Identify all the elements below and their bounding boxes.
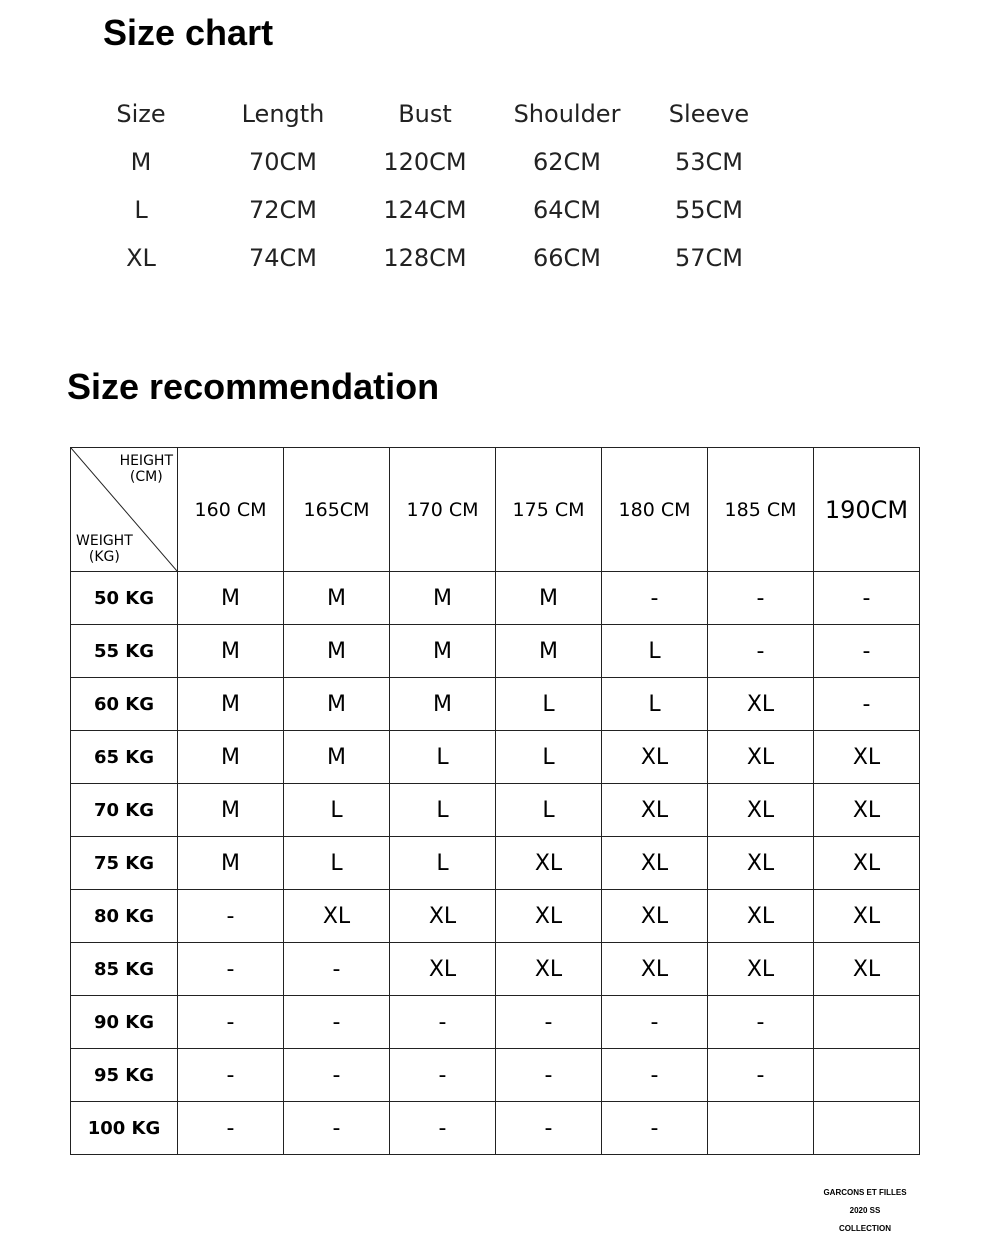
weight-header: 95 KG xyxy=(71,1049,178,1102)
recommended-size-cell xyxy=(814,1049,920,1102)
recommended-size-cell: - xyxy=(284,1102,390,1155)
recommended-size-cell: XL xyxy=(602,890,708,943)
recommended-size-cell: XL xyxy=(814,890,920,943)
height-header: 170 CM xyxy=(390,448,496,572)
weight-header: 55 KG xyxy=(71,625,178,678)
size-chart-row xyxy=(70,234,780,282)
weight-row xyxy=(71,1049,920,1102)
recommended-size-cell: L xyxy=(390,731,496,784)
size-chart-cell: M xyxy=(130,148,152,176)
weight-header: 85 KG xyxy=(71,943,178,996)
recommended-size-cell xyxy=(814,1102,920,1155)
height-axis-label xyxy=(120,453,173,485)
weight-label: WEIGHT xyxy=(76,533,133,549)
column-header-size: Size xyxy=(116,100,166,128)
size-chart-cell: 128CM xyxy=(383,244,467,272)
recommended-size-cell: - xyxy=(496,1049,602,1102)
recommended-size-cell: M xyxy=(390,625,496,678)
recommended-size-cell: L xyxy=(496,678,602,731)
recommended-size-cell: - xyxy=(178,890,284,943)
weight-row xyxy=(71,731,920,784)
weight-row xyxy=(71,784,920,837)
height-header: 165CM xyxy=(284,448,390,572)
size-chart-cell: 66CM xyxy=(532,244,601,272)
recommended-size-cell: XL xyxy=(708,784,814,837)
recommended-size-cell: XL xyxy=(708,731,814,784)
size-chart-cell: 64CM xyxy=(532,196,601,224)
size-chart-title: Size chart xyxy=(103,12,274,53)
recommended-size-cell: M xyxy=(284,678,390,731)
weight-header: 100 KG xyxy=(71,1102,178,1155)
recommended-size-cell xyxy=(814,996,920,1049)
recommended-size-cell: L xyxy=(496,784,602,837)
height-header: 180 CM xyxy=(602,448,708,572)
recommended-size-cell: XL xyxy=(814,943,920,996)
size-chart-cell: 74CM xyxy=(248,244,317,272)
recommended-size-cell: - xyxy=(708,996,814,1049)
recommended-size-cell: - xyxy=(602,1049,708,1102)
footer-season: 2020 SS xyxy=(849,1206,881,1215)
recommended-size-cell: - xyxy=(602,996,708,1049)
size-recommendation-title: Size recommendation xyxy=(67,366,440,407)
weight-row xyxy=(71,625,920,678)
size-chart-cell: 62CM xyxy=(532,148,601,176)
recommended-size-cell: L xyxy=(602,625,708,678)
recommended-size-cell: XL xyxy=(602,837,708,890)
recommended-size-cell: M xyxy=(284,731,390,784)
recommended-size-cell: L xyxy=(390,784,496,837)
column-header-sleeve: Sleeve xyxy=(668,100,750,128)
recommended-size-cell: - xyxy=(178,943,284,996)
recommended-size-cell: XL xyxy=(496,943,602,996)
recommended-size-cell: M xyxy=(178,572,284,625)
recommended-size-cell: L xyxy=(390,837,496,890)
recommended-size-cell: XL xyxy=(814,731,920,784)
size-chart-row xyxy=(70,138,780,186)
weight-row xyxy=(71,890,920,943)
weight-header: 50 KG xyxy=(71,572,178,625)
recommended-size-cell: M xyxy=(284,625,390,678)
weight-row xyxy=(71,996,920,1049)
recommended-size-cell: M xyxy=(390,678,496,731)
weight-row xyxy=(71,1102,920,1155)
recommended-size-cell: XL xyxy=(602,731,708,784)
height-header: 185 CM xyxy=(708,448,814,572)
weight-unit: (KG) xyxy=(88,549,120,565)
recommended-size-cell: XL xyxy=(814,837,920,890)
size-chart-cell: 72CM xyxy=(248,196,317,224)
recommended-size-cell: XL xyxy=(496,890,602,943)
size-chart-cell: 124CM xyxy=(383,196,467,224)
height-header-row xyxy=(71,448,920,572)
corner-cell xyxy=(71,448,178,572)
recommended-size-cell: - xyxy=(284,996,390,1049)
recommended-size-cell: M xyxy=(178,731,284,784)
recommended-size-cell: M xyxy=(178,625,284,678)
recommended-size-cell: - xyxy=(284,943,390,996)
height-header: 160 CM xyxy=(178,448,284,572)
recommended-size-cell: - xyxy=(178,1049,284,1102)
collection-footer xyxy=(800,1184,930,1238)
size-chart-cell: 53CM xyxy=(674,148,743,176)
recommended-size-cell: - xyxy=(390,996,496,1049)
recommended-size-cell: XL xyxy=(284,890,390,943)
column-header-shoulder: Shoulder xyxy=(513,100,621,128)
recommended-size-cell: L xyxy=(602,678,708,731)
weight-header: 70 KG xyxy=(71,784,178,837)
weight-header: 80 KG xyxy=(71,890,178,943)
weight-header: 90 KG xyxy=(71,996,178,1049)
recommended-size-cell: XL xyxy=(708,837,814,890)
recommended-size-cell: XL xyxy=(602,784,708,837)
weight-row xyxy=(71,943,920,996)
recommended-size-cell: M xyxy=(496,572,602,625)
size-recommendation-table xyxy=(70,447,920,1155)
recommended-size-cell: XL xyxy=(708,943,814,996)
recommended-size-cell: - xyxy=(496,1102,602,1155)
recommended-size-cell: - xyxy=(390,1102,496,1155)
height-label: HEIGHT xyxy=(119,453,173,469)
weight-row xyxy=(71,837,920,890)
recommended-size-cell: - xyxy=(814,678,920,731)
footer-brand: GARCONS ET FILLES xyxy=(823,1188,907,1197)
column-header-bust: Bust xyxy=(398,100,452,128)
recommended-size-cell: XL xyxy=(602,943,708,996)
weight-header: 75 KG xyxy=(71,837,178,890)
recommended-size-cell: XL xyxy=(708,678,814,731)
recommended-size-cell: - xyxy=(602,572,708,625)
recommended-size-cell: L xyxy=(284,784,390,837)
size-chart-cell: 57CM xyxy=(674,244,743,272)
recommended-size-cell: L xyxy=(284,837,390,890)
size-chart-cell: 55CM xyxy=(674,196,743,224)
recommended-size-cell: M xyxy=(496,625,602,678)
recommended-size-cell: - xyxy=(708,625,814,678)
recommended-size-cell: M xyxy=(178,837,284,890)
size-chart-table xyxy=(70,90,780,282)
recommended-size-cell xyxy=(708,1102,814,1155)
height-header: 175 CM xyxy=(496,448,602,572)
recommended-size-cell: - xyxy=(602,1102,708,1155)
size-chart-cell: 70CM xyxy=(248,148,317,176)
weight-row xyxy=(71,572,920,625)
height-header: 190CM xyxy=(814,448,920,572)
recommended-size-cell: XL xyxy=(708,890,814,943)
weight-row xyxy=(71,678,920,731)
recommended-size-cell: M xyxy=(178,678,284,731)
column-header-length: Length xyxy=(241,100,325,128)
recommended-size-cell: - xyxy=(390,1049,496,1102)
recommended-size-cell: XL xyxy=(496,837,602,890)
recommended-size-cell: - xyxy=(814,625,920,678)
size-chart-cell: L xyxy=(134,196,148,224)
recommended-size-cell: L xyxy=(496,731,602,784)
recommended-size-cell: - xyxy=(178,1102,284,1155)
height-unit: (CM) xyxy=(129,469,163,485)
recommended-size-cell: - xyxy=(814,572,920,625)
size-chart-header-row xyxy=(70,90,780,138)
recommended-size-cell: XL xyxy=(814,784,920,837)
recommended-size-cell: - xyxy=(708,572,814,625)
recommended-size-cell: - xyxy=(496,996,602,1049)
footer-collection: COLLECTION xyxy=(839,1224,891,1233)
recommended-size-cell: - xyxy=(708,1049,814,1102)
weight-axis-label xyxy=(76,533,133,565)
size-chart-cell: 120CM xyxy=(383,148,467,176)
recommended-size-cell: - xyxy=(284,1049,390,1102)
size-chart-row xyxy=(70,186,780,234)
recommended-size-cell: M xyxy=(284,572,390,625)
size-chart-cell: XL xyxy=(126,244,156,272)
recommended-size-cell: M xyxy=(178,784,284,837)
weight-header: 60 KG xyxy=(71,678,178,731)
recommended-size-cell: - xyxy=(178,996,284,1049)
recommended-size-cell: M xyxy=(390,572,496,625)
recommended-size-cell: XL xyxy=(390,943,496,996)
recommended-size-cell: XL xyxy=(390,890,496,943)
weight-header: 65 KG xyxy=(71,731,178,784)
